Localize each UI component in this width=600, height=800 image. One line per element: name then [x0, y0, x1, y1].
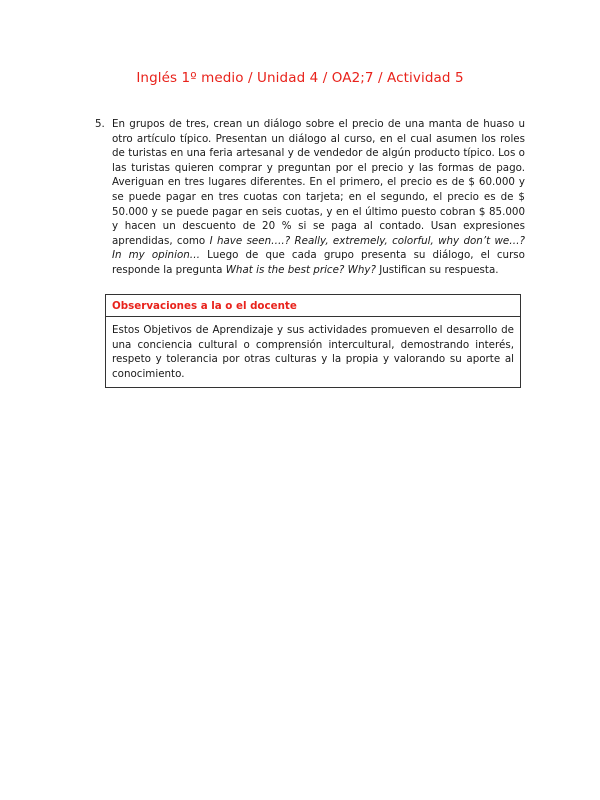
activity-text — [112, 117, 525, 278]
observations-box — [105, 294, 521, 388]
observations-body: Estos Objetivos de Aprendizaje y sus actividades promueven el desarrollo de una conciencia cultural o comprensión intercultural, demostrando interés, respeto y tolerancia por otras culturas y la propia y valorando su aporte al conocimiento. — [112, 324, 514, 380]
activity-text-part-3: Justifican su respuesta. — [375, 263, 499, 276]
page-header-title: Inglés 1º medio / Unidad 4 / OA2;7 / Actividad 5 — [136, 70, 464, 86]
activity-number: 5. — [95, 118, 105, 130]
activity-item — [95, 117, 525, 278]
observations-title: Observaciones a la o el docente — [112, 300, 297, 312]
observations-divider — [106, 316, 520, 317]
activity-text-part-2: Luego de que cada grupo presenta su diálogo, el curso responde la pregunta — [112, 249, 525, 276]
activity-text-part-1: En grupos de tres, crean un diálogo sobre el precio de una manta de huaso u otro artículo típico. Presentan un diálogo al curso, en el cual asumen los roles de turistas en una feria artesanal y de vendedor de algún producto típico. Los o las turistas quieren comprar y preguntan por el precio y las formas de pago. Averiguan en tres lugares diferentes. En el primero, el precio es de $ 60.000 y se puede pagar en tres cuotas con tarjeta; en el segundo, el precio es de $ 50.000 y se puede pagar en seis cuotas, y en el último puesto cobran $ 85.000 y hacen un descuento de 20 % si se paga al contado. Usan expresiones aprendidas, como — [112, 118, 525, 247]
activity-question-italic: What is the best price? Why? — [225, 263, 376, 276]
activity-expressions-italic: I have seen….? Really, extremely, colorful, why don’t we…? In my opinion… — [112, 234, 525, 262]
